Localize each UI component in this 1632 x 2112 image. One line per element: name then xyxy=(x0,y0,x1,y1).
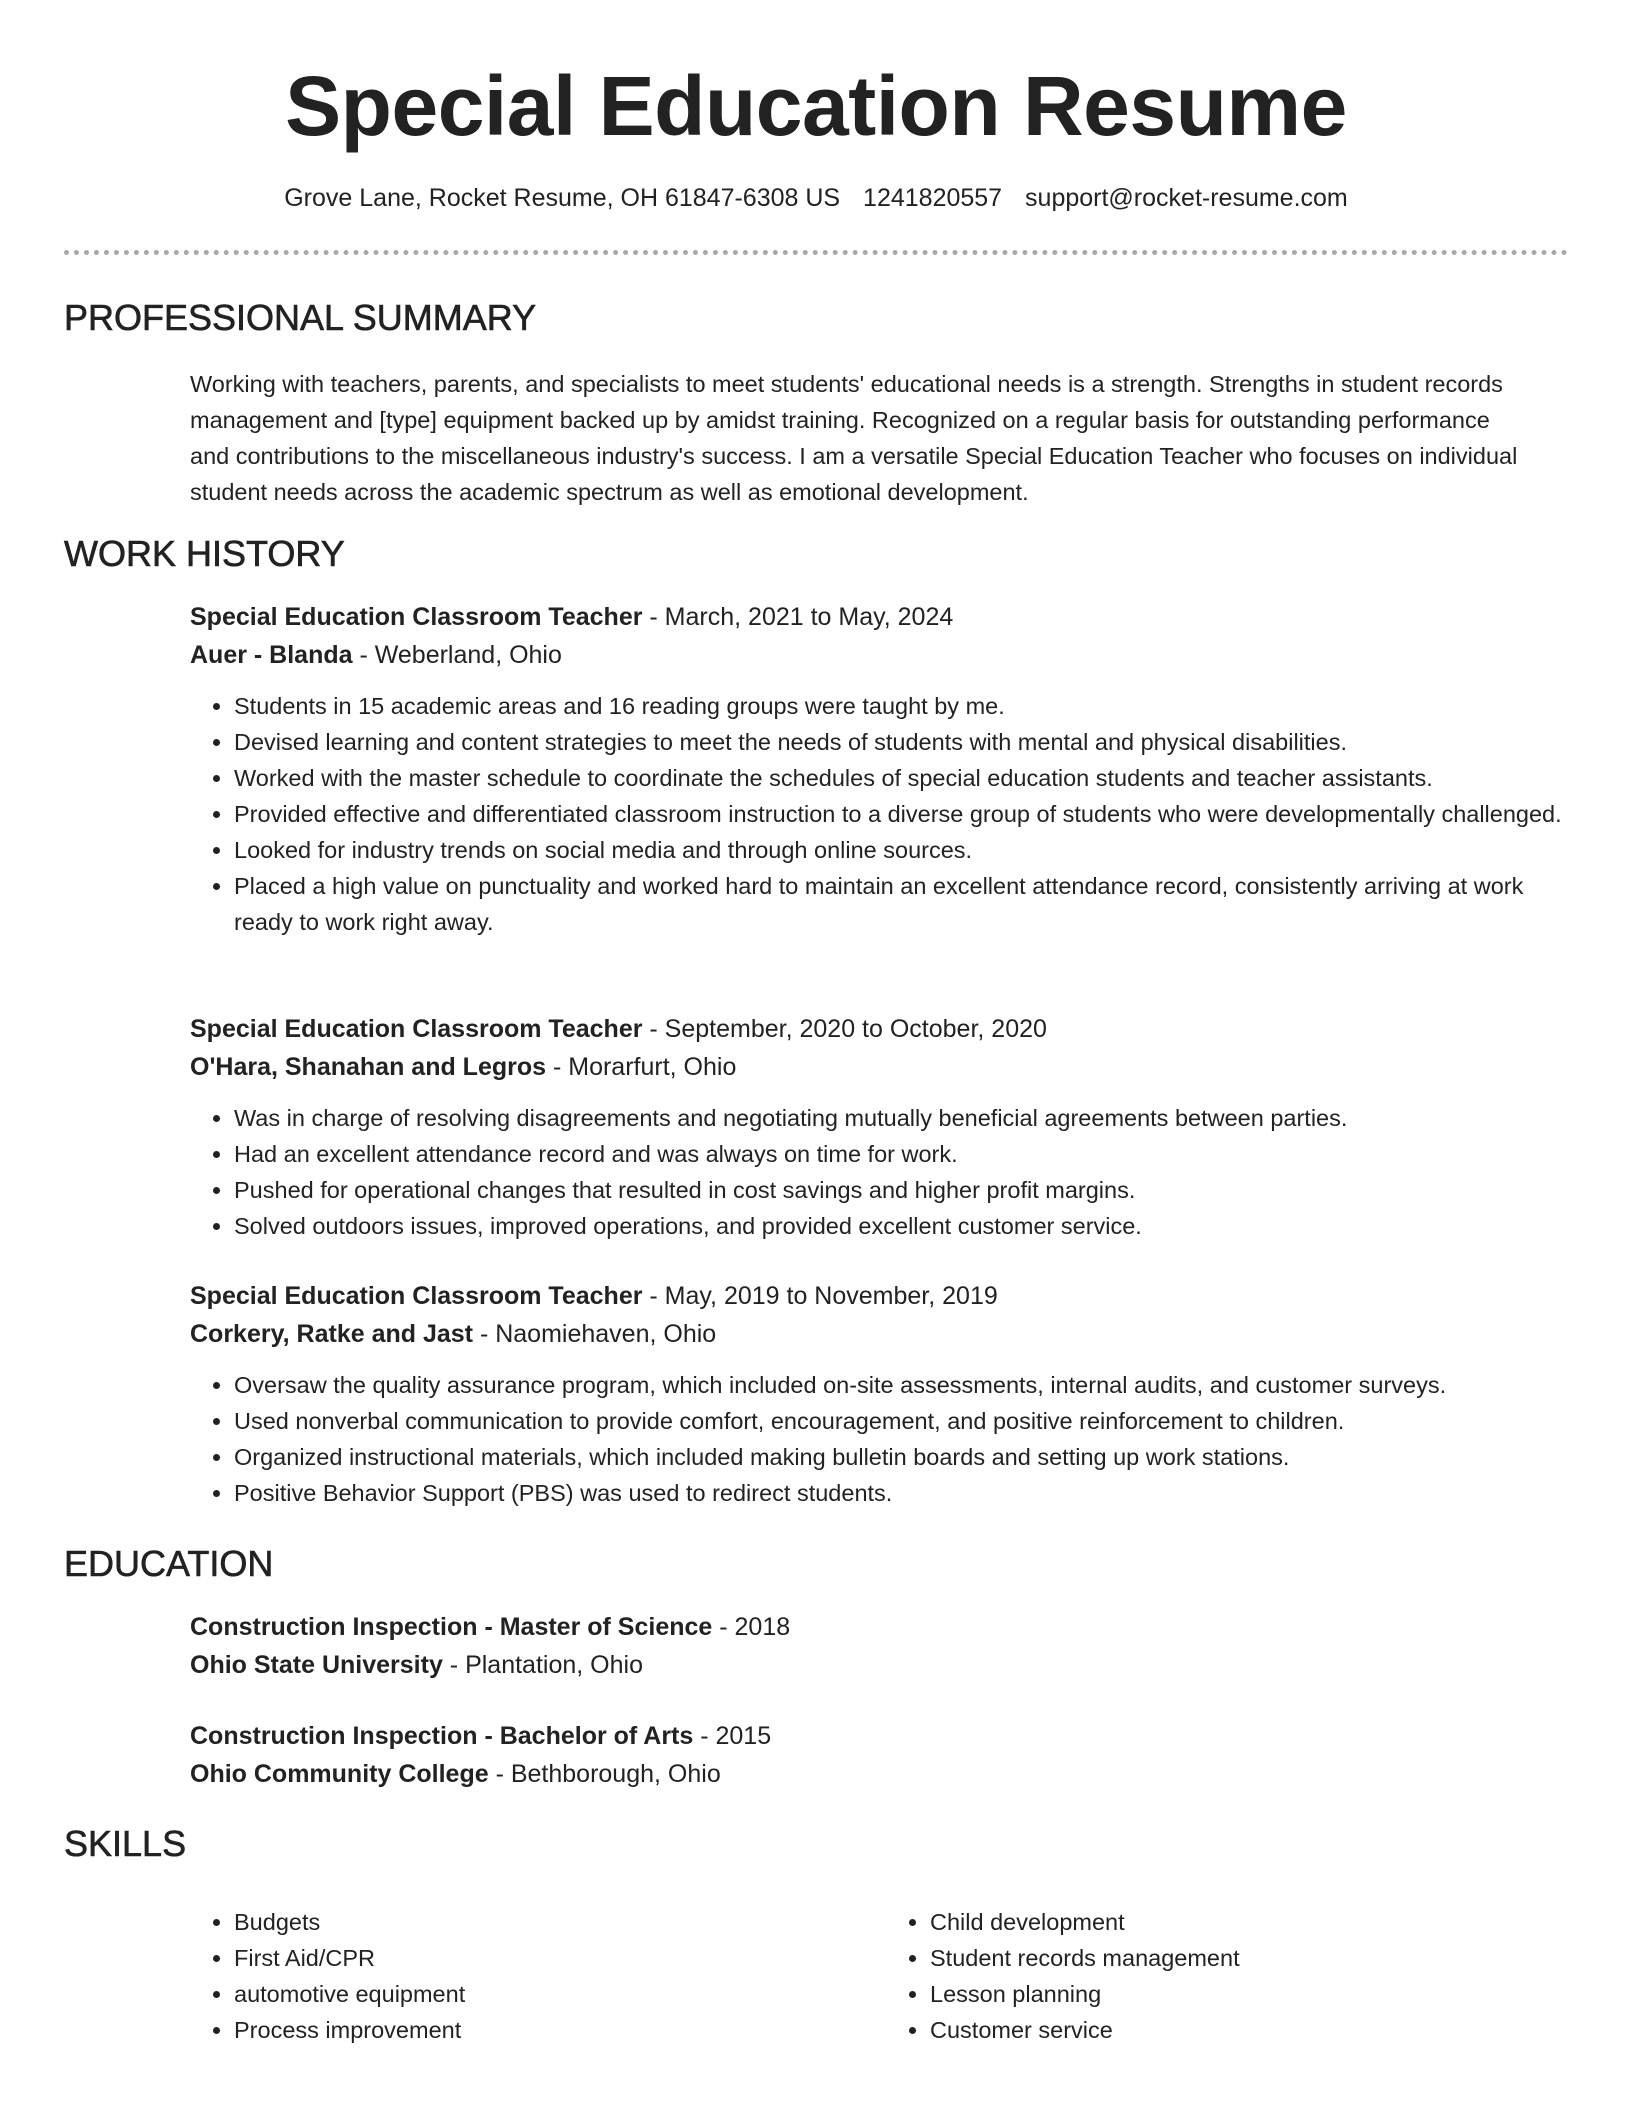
list-item: • Positive Behavior Support (PBS) was used to redirect students. xyxy=(234,1475,1570,1511)
job-dates: - May, 2019 to November, 2019 xyxy=(642,1282,998,1310)
job-title: Special Education Classroom Teacher xyxy=(190,1282,643,1310)
degree-line xyxy=(190,1608,1490,1646)
job-title-line xyxy=(190,598,1570,636)
job-dates: - September, 2020 to October, 2020 xyxy=(642,1015,1047,1043)
address: Grove Lane, Rocket Resume, OH 61847-6308 US xyxy=(284,184,841,212)
email: support@rocket-resume.com xyxy=(1025,184,1348,212)
skill-item: • First Aid/CPR xyxy=(234,1940,854,1976)
job-entry xyxy=(190,1277,1570,1511)
job-bullets xyxy=(190,1100,1570,1244)
header-divider xyxy=(64,250,1568,255)
phone: 1241820557 xyxy=(863,184,1003,212)
school-line xyxy=(190,1646,1490,1684)
job-location: - Weberland, Ohio xyxy=(352,641,562,669)
school-location: - Bethborough, Ohio xyxy=(488,1760,721,1788)
job-entry xyxy=(190,1010,1570,1244)
summary-text: Working with teachers, parents, and specialists to meet students' educational needs is a strength. Strengths in student records management and [type] equipment backed up by amidst training. Recognized on a regular basis for outstanding performance and contributions to the miscellaneous industry's success. I am a versatile Special Education Teacher who focuses on individual student needs across the academic spectrum as well as emotional development. xyxy=(190,371,1518,505)
list-item: • Oversaw the quality assurance program, which included on-site assessments, internal audits, and customer surveys. xyxy=(234,1367,1570,1403)
skill-item: • Student records management xyxy=(930,1940,1550,1976)
job-title: Special Education Classroom Teacher xyxy=(190,603,643,631)
list-item: • Solved outdoors issues, improved operations, and provided excellent customer service. xyxy=(234,1208,1570,1244)
job-title-line xyxy=(190,1010,1570,1048)
skills-column-2 xyxy=(886,1904,1550,2048)
list-item: • Was in charge of resolving disagreements and negotiating mutually beneficial agreements between parties. xyxy=(234,1100,1570,1136)
skill-item: • Budgets xyxy=(234,1904,854,1940)
job-location: - Naomiehaven, Ohio xyxy=(473,1320,717,1348)
job-company: Corkery, Ratke and Jast xyxy=(190,1320,473,1348)
job-title-line xyxy=(190,1277,1570,1315)
list-item: • Worked with the master schedule to coordinate the schedules of special education students and teacher assistants. xyxy=(234,760,1570,796)
job-dates: - March, 2021 to May, 2024 xyxy=(642,603,954,631)
skill-item: • automotive equipment xyxy=(234,1976,854,2012)
job-company-line xyxy=(190,636,1570,674)
school-line xyxy=(190,1755,1490,1793)
list-item: • Devised learning and content strategies to meet the needs of students with mental and physical disabilities. xyxy=(234,724,1570,760)
degree-line xyxy=(190,1717,1490,1755)
job-company-line xyxy=(190,1048,1570,1086)
list-item: • Looked for industry trends on social media and through online sources. xyxy=(234,832,1570,868)
skill-item: • Child development xyxy=(930,1904,1550,1940)
list-item: • Provided effective and differentiated classroom instruction to a diverse group of students who were developmentally challenged. xyxy=(234,796,1570,832)
degree-year: - 2015 xyxy=(693,1722,772,1750)
skill-item: • Process improvement xyxy=(234,2012,854,2048)
skill-item: • Customer service xyxy=(930,2012,1550,2048)
school: Ohio State University xyxy=(190,1651,443,1679)
list-item: • Organized instructional materials, which included making bulletin boards and setting up work stations. xyxy=(234,1439,1570,1475)
skill-item: • Lesson planning xyxy=(930,1976,1550,2012)
degree: Construction Inspection - Master of Science xyxy=(190,1613,713,1641)
education-entry xyxy=(190,1608,1490,1684)
job-entry xyxy=(190,598,1570,940)
job-bullets xyxy=(190,1367,1570,1511)
list-item: • Placed a high value on punctuality and worked hard to maintain an excellent attendance record, consistently arriving at work ready to work right away. xyxy=(234,868,1570,940)
resume-title: Special Education Resume xyxy=(285,59,1347,153)
list-item: • Had an excellent attendance record and was always on time for work. xyxy=(234,1136,1570,1172)
contact-line xyxy=(0,180,1632,216)
list-item: • Used nonverbal communication to provide comfort, encouragement, and positive reinforcement to children. xyxy=(234,1403,1570,1439)
job-location: - Morarfurt, Ohio xyxy=(546,1053,737,1081)
skills-column-1 xyxy=(190,1904,854,2048)
skills-heading: SKILLS xyxy=(64,1823,187,1864)
list-item: • Students in 15 academic areas and 16 reading groups were taught by me. xyxy=(234,688,1570,724)
summary-heading: PROFESSIONAL SUMMARY xyxy=(64,297,537,338)
job-company: Auer - Blanda xyxy=(190,641,353,669)
degree-year: - 2018 xyxy=(712,1613,791,1641)
education-entry xyxy=(190,1717,1490,1793)
job-bullets xyxy=(190,688,1570,940)
education-heading: EDUCATION xyxy=(64,1543,274,1584)
school: Ohio Community College xyxy=(190,1760,489,1788)
list-item: • Pushed for operational changes that resulted in cost savings and higher profit margins. xyxy=(234,1172,1570,1208)
skills-list xyxy=(190,1904,1550,2048)
job-company-line xyxy=(190,1315,1570,1353)
job-company: O'Hara, Shanahan and Legros xyxy=(190,1053,547,1081)
degree: Construction Inspection - Bachelor of Arts xyxy=(190,1722,694,1750)
school-location: - Plantation, Ohio xyxy=(442,1651,643,1679)
work-history-heading: WORK HISTORY xyxy=(64,533,345,574)
job-title: Special Education Classroom Teacher xyxy=(190,1015,643,1043)
